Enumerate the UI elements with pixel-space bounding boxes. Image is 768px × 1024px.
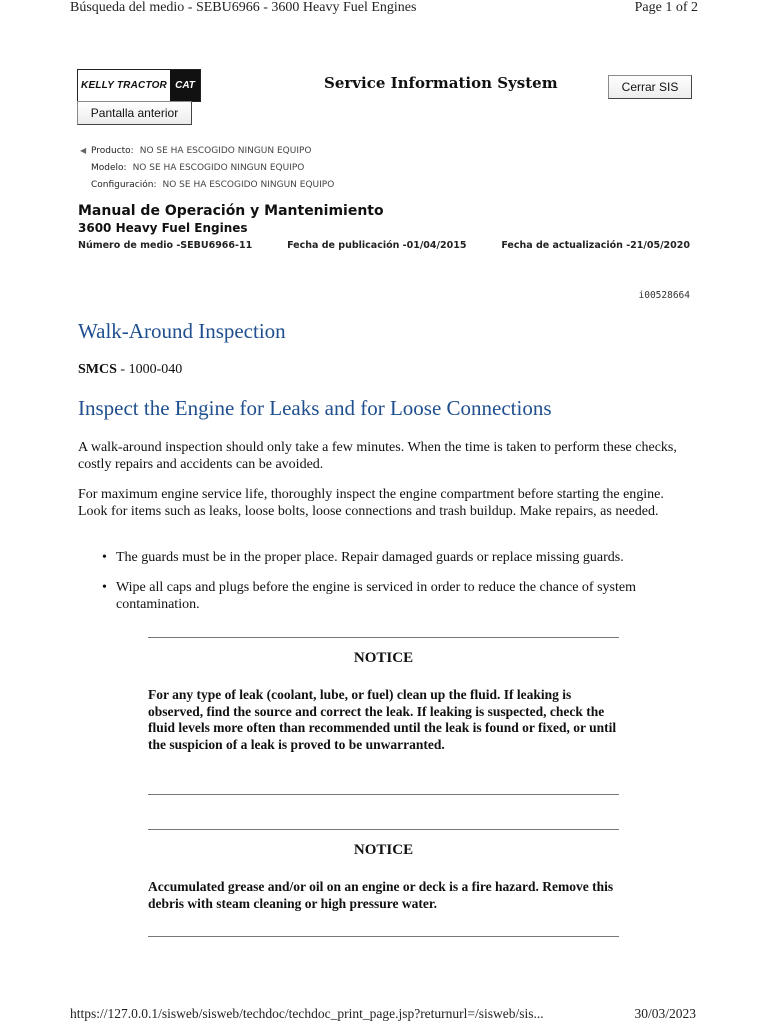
cat-logo: CAT <box>170 70 200 101</box>
system-title: Service Information System <box>324 74 558 92</box>
section-heading: Inspect the Engine for Leaks and for Loose Connections <box>78 396 552 420</box>
list-item: • The guards must be in the proper place. Repair damaged guards or replace missing guards. <box>100 550 690 567</box>
media-info-line <box>78 240 690 251</box>
product-value: NO SE HA ESCOGIDO NINGUN EQUIPO <box>139 146 312 156</box>
notice-divider <box>148 794 619 795</box>
equipment-info <box>80 142 334 194</box>
manual-title: Manual de Operación y Mantenimiento <box>78 203 384 219</box>
configuration-label: Configuración: <box>91 180 157 190</box>
model-label: Modelo: <box>91 163 127 173</box>
manual-subtitle: 3600 Heavy Fuel Engines <box>78 221 248 235</box>
print-page-number: Page 1 of 2 <box>634 0 698 15</box>
bullet-list-item <box>100 580 690 613</box>
update-date: Fecha de actualización -21/05/2020 <box>501 240 690 251</box>
print-header-title: Búsqueda del medio - SEBU6966 - 3600 Heavy Fuel Engines <box>70 0 417 15</box>
dealer-logo <box>77 69 201 102</box>
previous-screen-button[interactable]: Pantalla anterior <box>77 101 192 125</box>
notice-title: NOTICE <box>353 842 414 858</box>
notice-title: NOTICE <box>353 650 414 666</box>
smcs-value: - 1000-040 <box>116 362 183 377</box>
product-label: Producto: <box>91 146 134 156</box>
notice-divider <box>148 936 619 937</box>
notice-divider <box>148 637 619 638</box>
intro-paragraph: A walk-around inspection should only take a few minutes. When the time is taken to perform these checks, costly repairs and accidents can be avoided. <box>78 440 677 472</box>
bullet-list-item <box>100 550 690 567</box>
publication-date: Fecha de publicación -01/04/2015 <box>287 240 467 251</box>
page-heading: Walk-Around Inspection <box>78 319 286 343</box>
smcs-line <box>78 362 182 378</box>
notice-body: Accumulated grease and/or oil on an engine or deck is a fire hazard. Remove this debris with steam cleaning or high pressure water. <box>148 879 614 911</box>
model-value: NO SE HA ESCOGIDO NINGUN EQUIPO <box>132 163 305 173</box>
print-footer-date: 30/03/2023 <box>634 1006 696 1021</box>
dealer-logo-text: KELLY TRACTOR <box>81 80 167 91</box>
model-row <box>80 160 334 177</box>
configuration-row <box>80 177 334 194</box>
configuration-value: NO SE HA ESCOGIDO NINGUN EQUIPO <box>162 180 335 190</box>
service-life-paragraph: For maximum engine service life, thoroughly inspect the engine compartment before starting the engine. Look for items such as leaks, loose bolts, loose connections and trash buildup. Make repairs, as needed. <box>78 487 664 519</box>
close-sis-button[interactable]: Cerrar SIS <box>608 75 692 99</box>
product-row <box>80 142 334 160</box>
document-id: i00528664 <box>638 290 690 301</box>
smcs-label: SMCS <box>78 362 117 377</box>
print-footer-url: https://127.0.0.1/sisweb/sisweb/techdoc/techdoc_print_page.jsp?returnurl=/sisweb/sis... <box>70 1006 544 1021</box>
notice-body: For any type of leak (coolant, lube, or fuel) clean up the fluid. If leaking is observed, find the source and correct the leak. If leaking is suspected, check the fluid levels more often than recommended until the leak is found or fixed, or until the suspicion of a leak is proved to be unwarranted. <box>148 687 617 752</box>
notice-divider <box>148 829 619 830</box>
back-arrow-icon[interactable]: ◀ <box>80 146 87 155</box>
list-item: • Wipe all caps and plugs before the engine is serviced in order to reduce the chance of system contamination. <box>100 580 690 613</box>
media-number: Número de medio -SEBU6966-11 <box>78 240 253 251</box>
